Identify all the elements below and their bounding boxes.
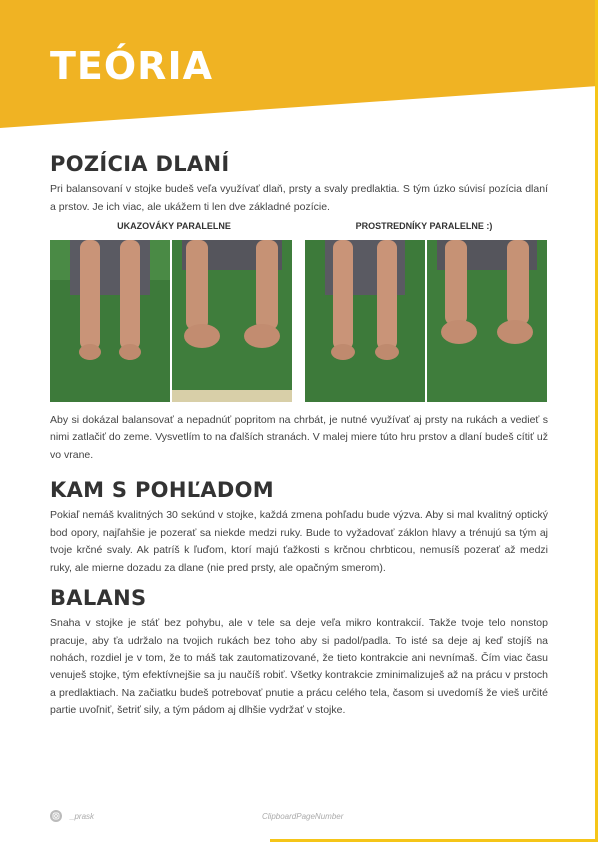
photo-index-fingers-top: [172, 240, 292, 402]
page-title: TEÓRIA: [50, 44, 213, 88]
main-content: [50, 152, 548, 720]
photo-labels: [50, 218, 548, 240]
instagram-handle[interactable]: _prask: [70, 812, 95, 821]
photo-label-index-fingers: UKAZOVÁKY PARALELNE: [117, 221, 231, 231]
balance-text: Snaha v stojke je stáť bez pohybu, ale v tele sa deje veľa mikro kontrakcií. Takže tvoje telo nonstop pracuje, aby ťa udržalo na tvojich rukách bez toho aby si padol/padla. To isté sa deje aj keď stojíš na nohách, rozdiel je v tom, že to máš tak zautomatizované, že tieto kontrakcie ani nevnímaš. Čím viac času venuješ stojke, tým efektívnejšie sa ju naučíš robiť. Všetky kontrakcie zminimalizuješ až na prácu v prstoch a predlaktiach. Na začiatku budeš potrebovať pnutie a prácu celého tela, časom si uvedomíš že vieš určité partie uvoľniť, šetriť sily, a tým pádom aj dlhšie vydržať v stojke.: [50, 617, 548, 717]
hand-position-photos: [50, 240, 548, 404]
footer: [50, 808, 548, 826]
photo-middle-fingers-front: [305, 240, 425, 402]
palms-intro: Pri balansovaní v stojke budeš veľa využívať dlaň, prsty a svaly predlaktia. S tým úzko súvisí pozícia dlaní a prstov. Je ich viac, ale ukážem ti len dve základné pozície.: [50, 183, 548, 213]
photo-label-middle-fingers: PROSTREDNÍKY PARALELNE :): [355, 221, 493, 231]
photo-middle-fingers-top: [427, 240, 547, 402]
section-heading-palms: POZÍCIA DLANÍ: [50, 152, 230, 176]
gaze-text: Pokiaľ nemáš kvalitných 30 sekúnd v stojke, každá zmena pohľadu bude výzva. Aby si mal kvalitný optický bod opory, najľahšie je pozerať sa niekde medzi ruky. Bude to vyžadovať záklon hlavy a trénujú sa tým aj tvoje krčné svaly. Ak patríš k ľuďom, ktorí majú ťažkosti s krčnou chrbticou, nemusíš pozerať až medzi ruky, ale mierne dozadu za dlane (nie pred prsty, ale opačným smerom).: [50, 509, 548, 574]
page-number: ClipboardPageNumber: [262, 812, 344, 821]
section-heading-gaze: KAM S POHĽADOM: [50, 478, 275, 503]
instagram-icon[interactable]: [50, 810, 62, 822]
photo-index-fingers-front: [50, 240, 170, 402]
section-heading-balance: BALANS: [50, 586, 147, 611]
palms-after-text: Aby si dokázal balansovať a nepadnúť popritom na chrbát, je nutné využívať aj prsty na rukách a vedieť s nimi zatlačiť do zeme. Vysvetlím to na ďalších stranách. V malej miere túto hru prstov a dlaní budeš cítiť už vo vrane.: [50, 414, 548, 461]
